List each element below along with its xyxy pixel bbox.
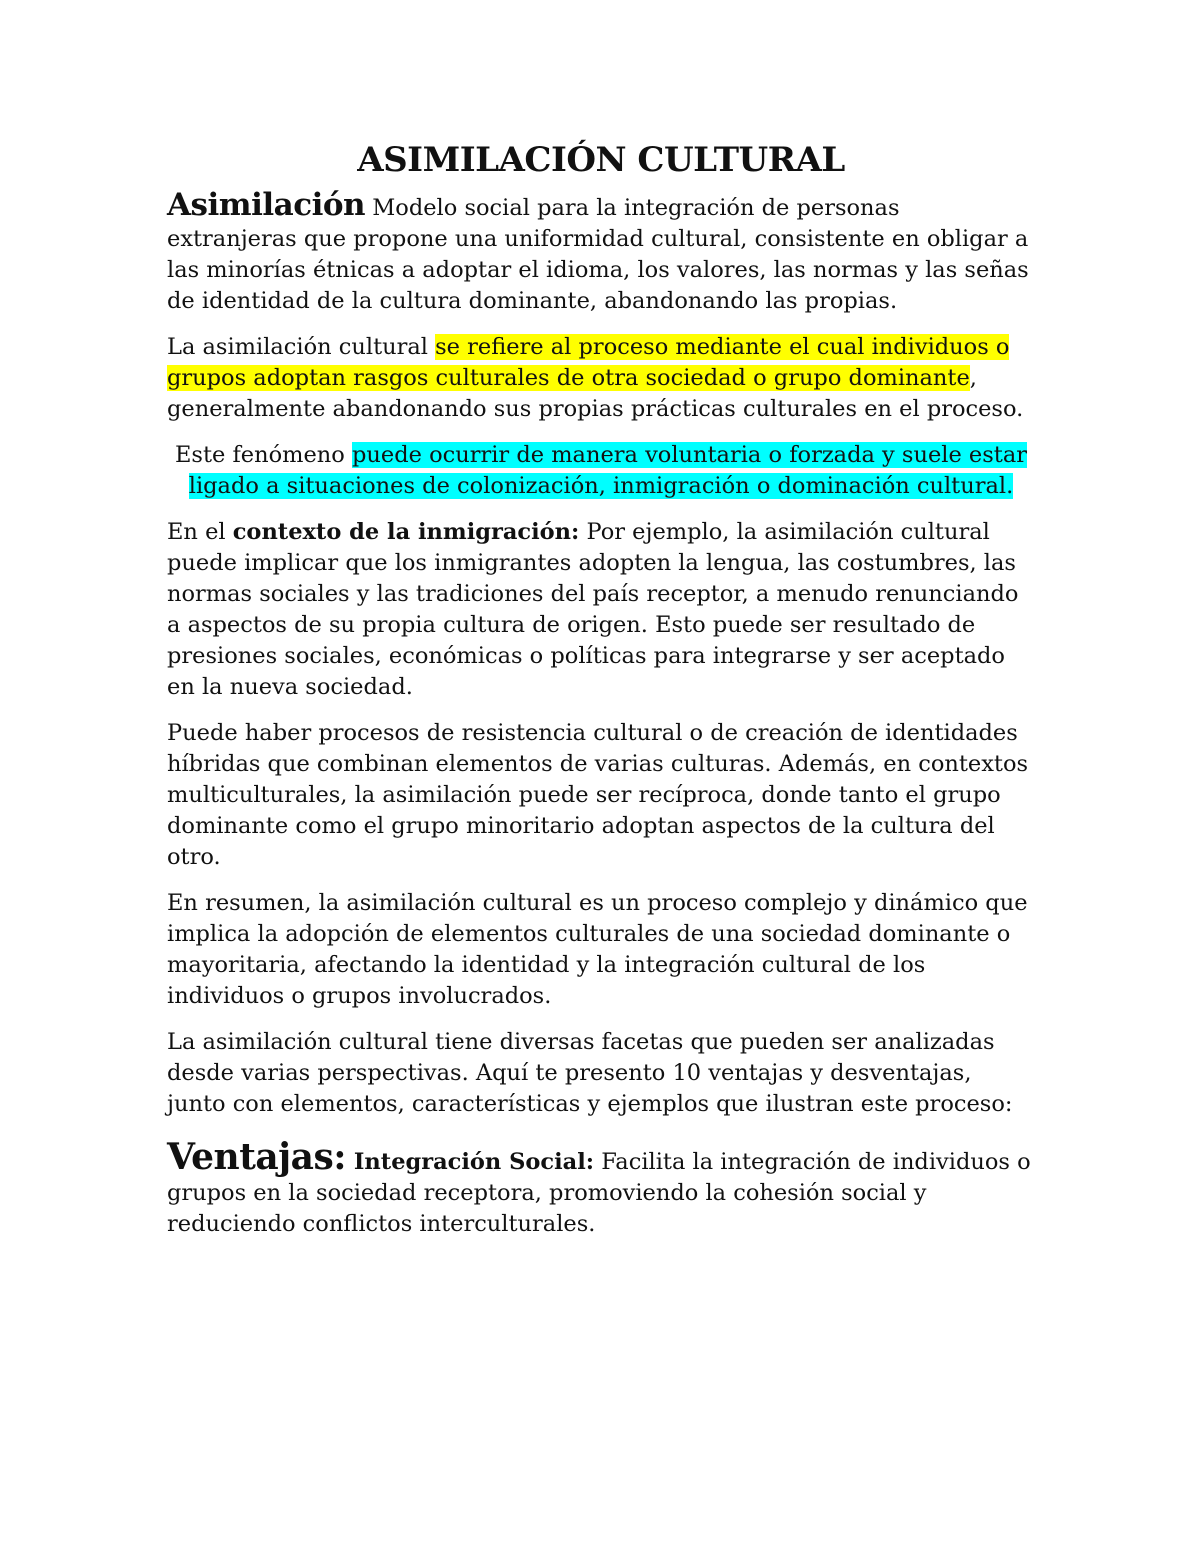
highlight-cyan-text: puede ocurrir de manera voluntaria o forzada y suele estar ligado a situaciones de colonización, inmigración o dominación cultural.	[188, 442, 1028, 499]
paragraph-immigration-context	[167, 517, 1035, 703]
paragraph-summary: En resumen, la asimilación cultural es un proceso complejo y dinámico que implica la adopción de elementos culturales de una sociedad dominante o mayoritaria, afectando la identidad y la integración cultural de los individuos o grupos involucrados.	[167, 890, 1028, 1009]
advantages-label: Ventajas:	[167, 1136, 347, 1178]
paragraph-4-after: Por ejemplo, la asimilación cultural puede implicar que los inmigrantes adopten la lengua, las costumbres, las normas sociales y las tradiciones del país receptor, a menudo renunciando a aspectos de su propia cultura de origen. Esto puede ser resultado de presiones sociales, económicas o políticas para integrarse y ser aceptado en la nueva sociedad.	[167, 519, 1019, 700]
definition-paragraph	[167, 187, 1035, 317]
advantages-paragraph	[167, 1136, 1035, 1240]
paragraph-facets: La asimilación cultural tiene diversas facetas que pueden ser analizadas desde varias perspectivas. Aquí te presento 10 ventajas y desventajas, junto con elementos, características y ejemplos que ilustran este proceso:	[167, 1029, 1013, 1117]
document-title: ASIMILACIÓN CULTURAL	[357, 140, 845, 180]
highlight-yellow-text: se refiere al proceso mediante el cual individuos o grupos adoptan rasgos culturales de otra sociedad o grupo dominante	[167, 334, 1010, 391]
document-body	[167, 138, 1035, 1255]
paragraph-phenomenon	[167, 440, 1035, 502]
paragraph-definition-process	[167, 332, 1035, 425]
definition-label: Asimilación	[167, 187, 366, 223]
paragraph-3-before: Este fenómeno	[174, 442, 352, 468]
advantage-item-title: Integración Social:	[346, 1149, 595, 1175]
paragraph-resistance: Puede haber procesos de resistencia cultural o de creación de identidades híbridas que combinan elementos de varias culturas. Además, en contextos multiculturales, la asimilación puede ser recíproca, donde tanto el grupo dominante como el grupo minoritario adoptan aspectos de la cultura del otro.	[167, 720, 1029, 870]
paragraph-2-after: , generalmente abandonando sus propias prácticas culturales en el proceso.	[167, 365, 1024, 422]
advantage-item-text: Facilita la integración de individuos o grupos en la sociedad receptora, promoviendo la cohesión social y reduciendo conflictos interculturales.	[167, 1149, 1031, 1237]
immigration-context-heading: contexto de la inmigración:	[232, 519, 580, 545]
definition-text: Modelo social para la integración de personas extranjeras que propone una uniformidad cultural, consistente en obligar a las minorías étnicas a adoptar el idioma, los valores, las normas y las señas de identidad de la cultura dominante, abandonando las propias.	[167, 195, 1029, 314]
paragraph-2-before: La asimilación cultural	[167, 334, 436, 360]
paragraph-4-before: En el	[167, 519, 233, 545]
